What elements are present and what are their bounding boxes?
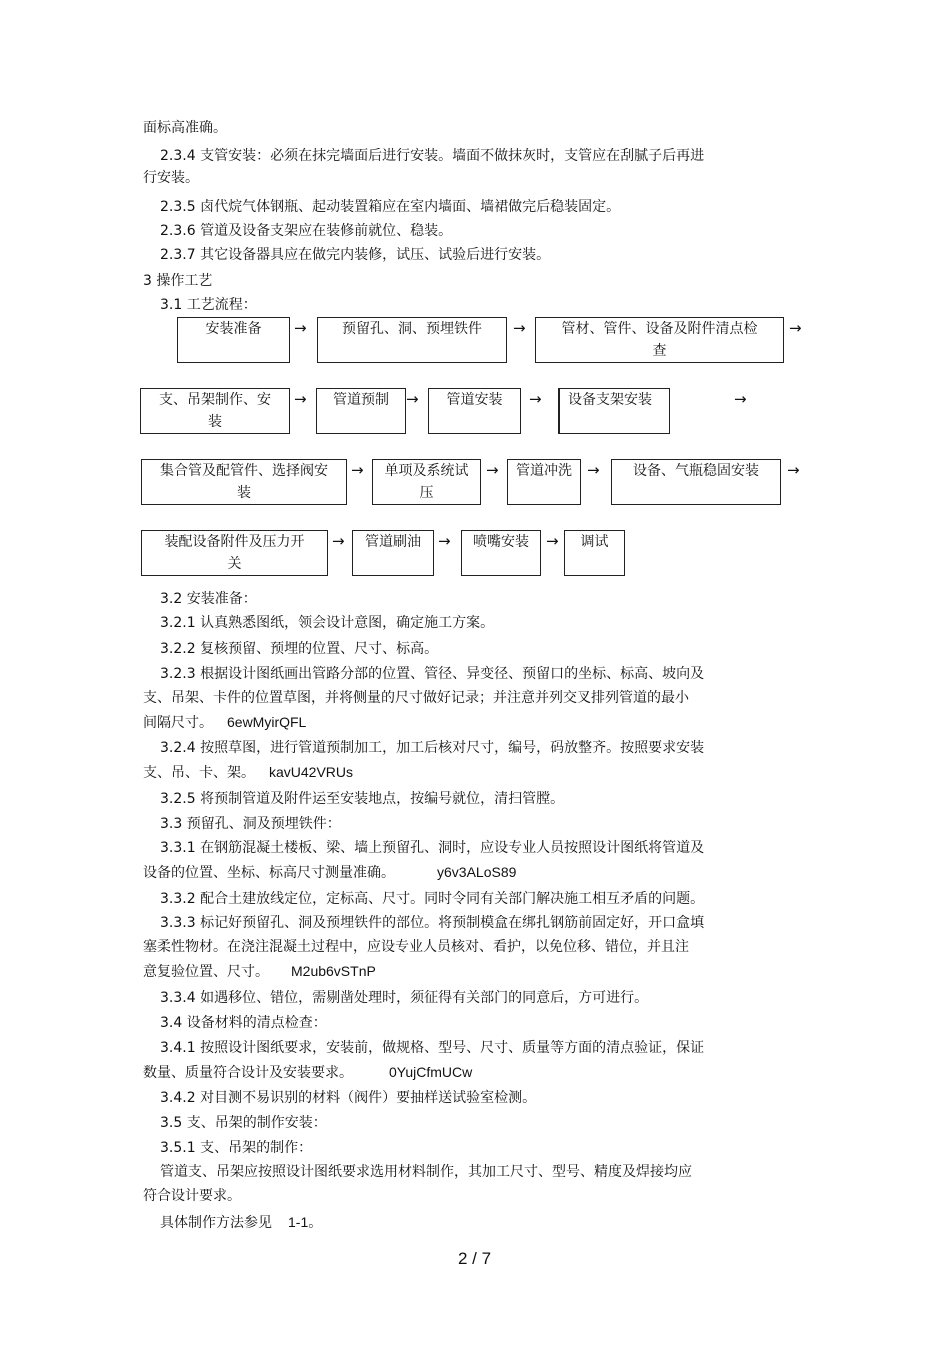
flow-step — [461, 530, 541, 576]
flow-step-label: 设备、气瓶稳固安装 — [633, 463, 759, 479]
arrow-icon: → — [513, 319, 526, 337]
arrow-icon: → — [734, 390, 747, 408]
text-line: 3.3.2 配合土建放线定位，定标高、尺寸。同时令同有关部门解决施工相互矛盾的问题。 — [160, 891, 705, 907]
text-line — [143, 713, 306, 732]
flow-step-label: 安装准备 — [205, 321, 262, 337]
text-segment: 支、吊、卡、架。 — [143, 765, 255, 781]
subsection-heading: 3.3 预留孔、洞及预埋铁件： — [160, 816, 341, 832]
code-string: kavU42VRUs — [269, 764, 354, 780]
flow-step-label: 压 — [419, 485, 434, 501]
flow-step — [316, 388, 406, 434]
flow-step-label: 集合管及配管件、选择阀安 — [160, 463, 328, 479]
arrow-icon: → — [486, 461, 499, 479]
flow-step — [352, 530, 434, 576]
text-line: 支、吊架、卡件的位置草图，并将侧量的尺寸做好记录；并注意并列交叉排列管道的最小 — [143, 690, 689, 706]
flow-step — [535, 317, 784, 363]
flow-step-label: 设备支架安装 — [568, 392, 652, 408]
flow-step-label: 喷嘴安装 — [473, 534, 529, 550]
flow-step-label: 管材、管件、设备及附件清点检 — [561, 321, 758, 337]
flow-step — [140, 388, 290, 434]
arrow-icon: → — [332, 532, 345, 550]
text-segment: 间隔尺寸。 — [143, 715, 213, 731]
text-segment: 设备的位置、坐标、标高尺寸测量准确。 — [143, 865, 395, 881]
flow-step — [507, 459, 581, 505]
subsection-heading: 3.5 支、吊架的制作安装： — [160, 1115, 327, 1131]
arrow-icon: → — [787, 461, 800, 479]
flow-step-label: 装 — [208, 414, 222, 430]
text-line: 3.2.4 按照草图，进行管道预制加工，加工后核对尺寸，编号，码放整齐。按照要求安装 — [160, 740, 705, 756]
flow-step-label: 调试 — [580, 534, 609, 550]
subsection-heading: 3.4 设备材料的清点检查： — [160, 1015, 327, 1031]
arrow-icon: → — [294, 390, 307, 408]
flow-step — [177, 317, 290, 363]
text-line: 塞柔性物材。在浇注混凝土过程中，应设专业人员核对、看护，以免位移、错位，并且注 — [143, 939, 689, 955]
text-line: 3.3.1 在钢筋混凝土楼板、梁、墙上预留孔、洞时，应设专业人员按照设计图纸将管道及 — [160, 840, 705, 856]
flow-step — [141, 459, 347, 505]
arrow-icon: → — [406, 390, 419, 408]
text-line: 2.3.6 管道及设备支架应在装修前就位、稳装。 — [160, 223, 453, 239]
flow-step — [372, 459, 481, 505]
text-line: 2.3.4 支管安装：必须在抹完墙面后进行安装。墙面不做抹灰时，支管应在刮腻子后再进 — [160, 148, 705, 164]
flow-step — [611, 459, 781, 505]
flow-step-label: 装配设备附件及压力开 — [164, 534, 305, 550]
subsection-heading: 3.2 安装准备： — [160, 591, 257, 607]
text-line: 3.3.4 如遇移位、错位，需剔凿处理时，须征得有关部门的同意后，方可进行。 — [160, 990, 649, 1006]
flow-step — [428, 388, 521, 434]
flow-step-label: 单项及系统试 — [384, 463, 469, 479]
text-line: 3.2.3 根据设计图纸画出管路分部的位置、管径、异变径、预留口的坐标、标高、坡向及 — [160, 666, 705, 682]
text-line — [143, 1063, 472, 1082]
code-string: 6ewMyirQFL — [227, 714, 307, 730]
text-line: 管道支、吊架应按照设计图纸要求选用材料制作，其加工尺寸、型号、精度及焊接均应 — [160, 1164, 692, 1180]
text-line: 行安装。 — [143, 170, 199, 186]
flow-step — [564, 530, 625, 576]
arrow-icon: → — [546, 532, 559, 550]
text-line: 3.4.2 对目测不易识别的材料（阀件）要抽样送试验室检测。 — [160, 1090, 537, 1106]
text-line: 2.3.5 卤代烷气体钢瓶、起动装置箱应在室内墙面、墙裙做完后稳装固定。 — [160, 199, 621, 215]
text-segment: 具体制作方法参见 — [160, 1215, 272, 1231]
flow-step-label: 关 — [227, 556, 242, 572]
text-line: 3.5.1 支、吊架的制作： — [160, 1140, 313, 1156]
text-line: 2.3.7 其它设备器具应在做完内装修，试压、试验后进行安装。 — [160, 247, 551, 263]
arrow-icon: → — [438, 532, 451, 550]
flow-step-label: 管道预制 — [333, 392, 389, 408]
arrow-icon: → — [529, 390, 542, 408]
flow-step-label: 装 — [237, 485, 251, 501]
text-line: 符合设计要求。 — [143, 1188, 241, 1204]
subsection-heading: 3.1 工艺流程： — [160, 297, 257, 313]
text-segment: 数量、质量符合设计及安装要求。 — [143, 1065, 353, 1081]
section-heading: 3 操作工艺 — [143, 273, 213, 289]
text-segment: 意复验位置、尺寸。 — [143, 964, 269, 980]
flow-step-label: 支、吊架制作、安 — [159, 392, 271, 408]
arrow-icon: → — [351, 461, 364, 479]
text-line: 3.2.5 将预制管道及附件运至安装地点，按编号就位，清扫管膛。 — [160, 791, 565, 807]
text-line — [143, 863, 516, 882]
page-number: 2 / 7 — [458, 1249, 492, 1268]
flow-step-label: 管道冲洗 — [516, 463, 572, 479]
flow-step-label: 管道刷油 — [365, 534, 421, 550]
code-string: 0YujCfmUCw — [389, 1064, 473, 1080]
arrow-icon: → — [587, 461, 600, 479]
reference-text: 1-1。 — [288, 1214, 323, 1230]
text-line — [143, 763, 353, 782]
flow-step-label: 预留孔、洞、预埋铁件 — [342, 321, 482, 337]
arrow-icon: → — [294, 319, 307, 337]
flow-step-label: 查 — [652, 343, 667, 359]
text-line — [160, 1213, 322, 1232]
text-line: 面标高准确。 — [143, 120, 227, 136]
arrow-icon: → — [789, 319, 802, 337]
text-line — [143, 962, 376, 981]
text-line: 3.4.1 按照设计图纸要求，安装前，做规格、型号、尺寸、质量等方面的清点验证，保证 — [160, 1040, 705, 1056]
text-line: 3.2.2 复核预留、预埋的位置、尺寸、标高。 — [160, 641, 439, 657]
code-string: M2ub6vSTnP — [291, 963, 376, 979]
flow-step-label: 管道安装 — [446, 392, 503, 408]
flow-step — [317, 317, 507, 363]
text-line: 3.3.3 标记好预留孔、洞及预埋铁件的部位。将预制模盒在绑扎钢筋前固定好，开口盒填 — [160, 915, 705, 931]
flow-step — [141, 530, 328, 576]
code-string: y6v3ALoS89 — [437, 864, 517, 880]
text-line: 3.2.1 认真熟悉图纸，领会设计意图，确定施工方案。 — [160, 615, 495, 631]
flow-step — [558, 388, 670, 434]
